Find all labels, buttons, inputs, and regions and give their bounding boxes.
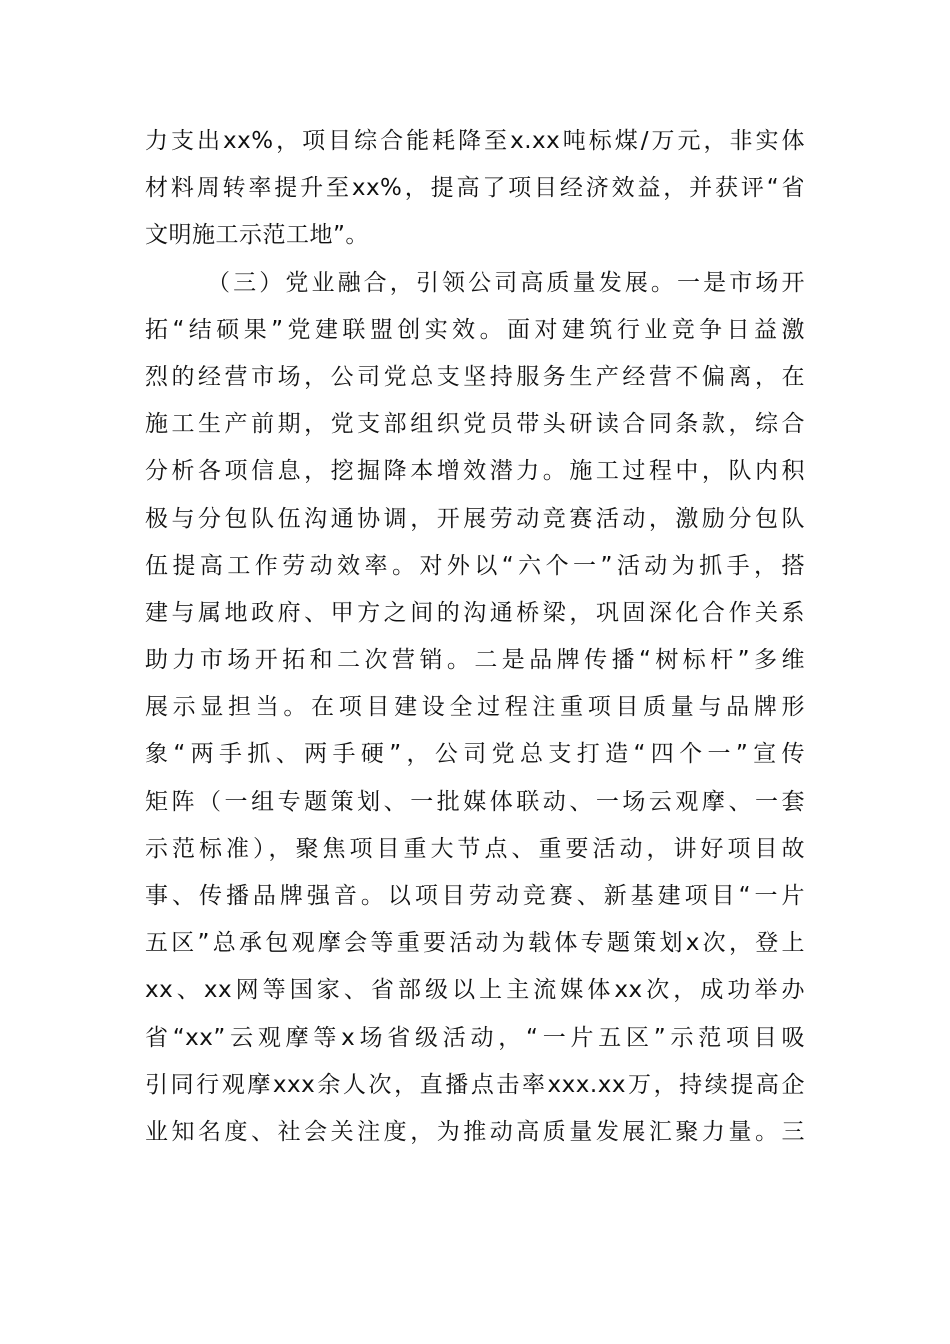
- text-line: 引同行观摩xxx余人次，直播点击率xxx.xx万，持续提高企: [145, 1071, 805, 1098]
- text-line: 极与分包队伍沟通协调，开展劳动竞赛活动，激励分包队: [145, 505, 805, 532]
- text-line: 伍提高工作劳动效率。对外以“六个一”活动为抓手，搭: [145, 552, 805, 579]
- text-line: 五区”总承包观摩会等重要活动为载体专题策划x次，登上: [145, 930, 805, 957]
- body-text: [145, 118, 805, 1156]
- text-line: 象“两手抓、两手硬”，公司党总支打造“四个一”宣传: [145, 741, 805, 768]
- text-line: 烈的经营市场，公司党总支坚持服务生产经营不偏离，在: [145, 363, 805, 390]
- text-line: 分析各项信息，挖掘降本增效潜力。施工过程中，队内积: [145, 458, 805, 485]
- text-line: 建与属地政府、甲方之间的沟通桥梁，巩固深化合作关系: [145, 599, 805, 626]
- text-line: 力支出xx%，项目综合能耗降至x.xx吨标煤/万元，非实体: [145, 128, 805, 154]
- section-heading-line: （三）党业融合，引领公司高质量发展。一是市场开: [207, 269, 805, 296]
- text-line: 示范标准），聚焦项目重大节点、重要活动，讲好项目故: [145, 835, 805, 862]
- text-line: 拓“结硕果”党建联盟创实效。面对建筑行业竞争日益激: [145, 316, 805, 343]
- text-line: 展示显担当。在项目建设全过程注重项目质量与品牌形: [145, 694, 805, 721]
- text-line: 施工生产前期，党支部组织党员带头研读合同条款，综合: [145, 411, 805, 438]
- text-line: 材料周转率提升至xx%，提高了项目经济效益，并获评“省: [145, 175, 805, 202]
- text-line: 助力市场开拓和二次营销。二是品牌传播“树标杆”多维: [145, 647, 805, 674]
- text-line: 文明施工示范工地”。: [145, 222, 369, 249]
- text-line: xx、xx网等国家、省部级以上主流媒体xx次，成功举办: [145, 977, 805, 1004]
- text-line: 矩阵（一组专题策划、一批媒体联动、一场云观摩、一套: [145, 788, 805, 815]
- text-line: 事、传播品牌强音。以项目劳动竞赛、新基建项目“一片: [145, 883, 805, 909]
- text-line: 业知名度、社会关注度，为推动高质量发展汇聚力量。三: [145, 1118, 805, 1145]
- text-line: 省“xx”云观摩等x场省级活动，“一片五区”示范项目吸: [145, 1024, 805, 1051]
